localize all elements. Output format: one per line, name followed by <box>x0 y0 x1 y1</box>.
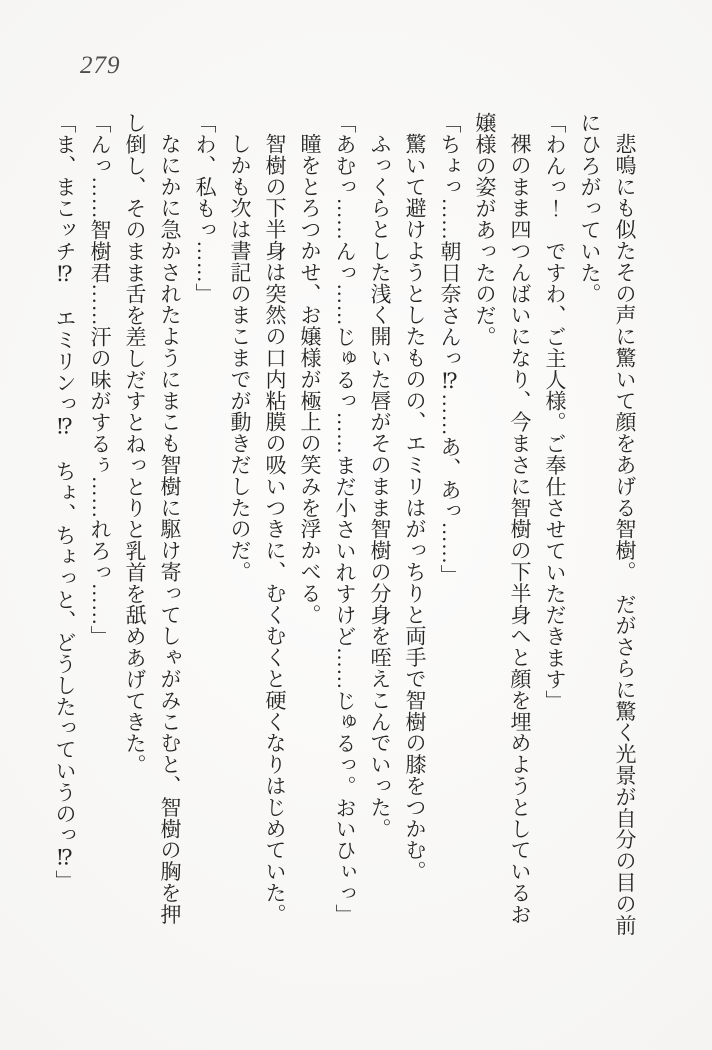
text-column-8: ふっくらとした浅く開いた唇がそのまま智樹の分身を咥えこんでいった。 <box>368 133 392 840</box>
text-column-3: 「わんっ！ ですわ、ご主人様。ご奉仕させていただきます」 <box>543 112 567 712</box>
text-column-4: 裸のまま四つんばいになり、今まさに智樹の下半身へと顔を埋めようとしているお <box>508 133 532 925</box>
text-column-14: なにかに急かされたようにまこも智樹に駆け寄ってしゃがみこむと、智樹の胸を押 <box>158 133 182 925</box>
vertical-text-block <box>47 112 642 950</box>
text-column-6: 「ちょっ……朝日奈さんっ⁉……あ、あっ……」 <box>438 112 462 586</box>
text-column-7: 驚いて避けようとしたものの、エミリはがっちりと両手で智樹の膝をつかむ。 <box>403 133 427 882</box>
text-column-10: 瞳をとろつかせ、お嬢様が極上の笑みを浮かべる。 <box>298 133 322 626</box>
text-column-9: 「あむっ……んっ……じゅるっ……まだ小さいれすけど……じゅるっ。おいひぃっ」 <box>333 112 357 926</box>
text-column-15: し倒し、そのまま舌を差しだすとねっとりと乳首を舐めあげてきた。 <box>123 112 147 776</box>
text-column-5: 嬢様の姿があったのだ。 <box>473 112 497 348</box>
text-column-13: 「わ、私もっ……」 <box>193 112 217 305</box>
text-column-12: しかも次は書記のまこまでが動きだしたのだ。 <box>228 133 252 583</box>
text-column-2: にひろがっていた。 <box>578 112 602 305</box>
text-column-17: 「ま、まこッチ⁉ エミリンっ⁉ ちょ、ちょっと、どうしたっていうのっ⁉」 <box>53 112 77 892</box>
text-column-11: 智樹の下半身は突然の口内粘膜の吸いつきに、むくむくと硬くなりはじめていた。 <box>263 133 287 925</box>
text-column-1: 悲鳴にも似たその声に驚いて顔をあげる智樹。 だがさらに驚く光景が自分の目の前 <box>613 133 637 936</box>
text-column-16: 「んっ……智樹君……汗の味がするぅ……れろっ……」 <box>88 112 112 647</box>
page-number: 279 <box>80 52 121 79</box>
